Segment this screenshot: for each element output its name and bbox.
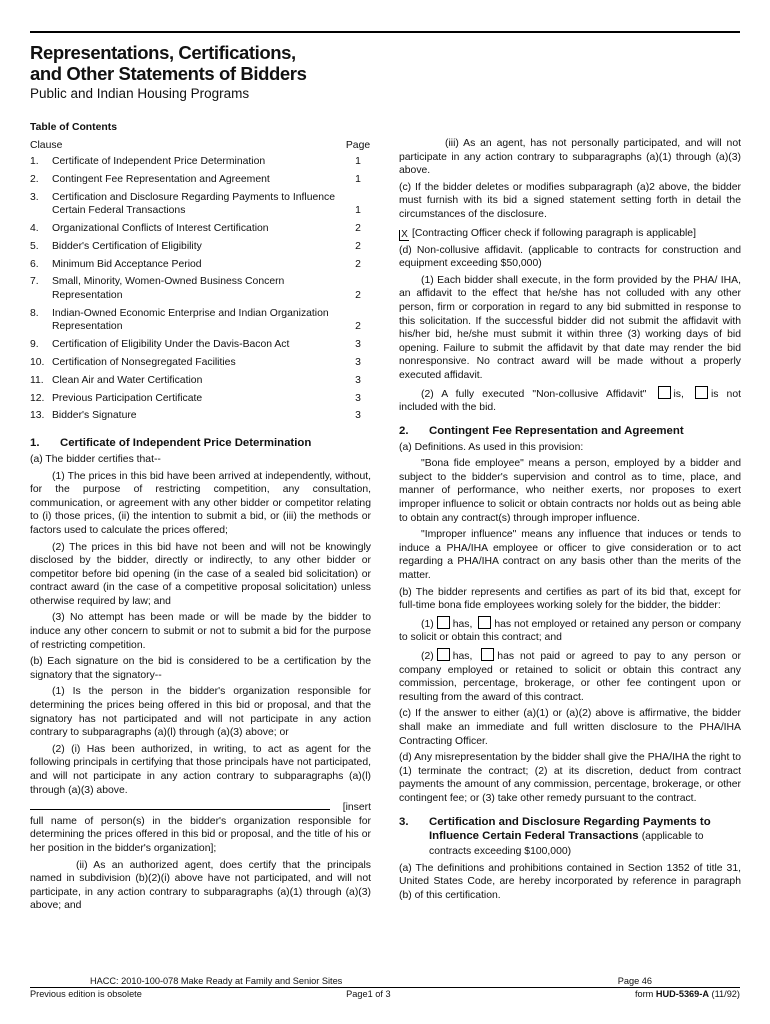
fee-1-has-not-checkbox[interactable] bbox=[478, 616, 491, 629]
check-label: [Contracting Officer check if following paragraph is applicable] bbox=[412, 227, 696, 239]
toc-item-num: 5. bbox=[30, 240, 39, 252]
section-2-heading bbox=[399, 424, 741, 438]
toc-item bbox=[30, 222, 371, 236]
right-column bbox=[399, 137, 741, 902]
toc-item-num: 2. bbox=[30, 173, 39, 185]
toc-list bbox=[30, 155, 371, 423]
affidavit-line bbox=[399, 386, 741, 415]
footer-project-row bbox=[30, 976, 740, 987]
toc-item-num: 13. bbox=[30, 410, 45, 422]
section-3-heading bbox=[399, 815, 741, 859]
document-title bbox=[30, 42, 510, 84]
paragraph: (2) (i) Has been authorized, in writing, to act as agent for the following principals in certifying that those principals have not participated, and will not participate in any action contrary to subparagraphs (a)(l) through (a)(3) above. bbox=[30, 743, 371, 796]
paragraph: (a) The bidder certifies that-- bbox=[30, 453, 161, 465]
paragraph: (ii) As an authorized agent, does certify that the principals named in subdivision (b)(2)(i) above have not participated, and will not participate, in any action contrary to subparagraphs (a)(1) through (a)(3) above; and bbox=[30, 859, 371, 912]
affidavit-text: (2) A fully executed "Non-collusive Affidavit" bbox=[421, 388, 647, 400]
toc-item-page: 3 bbox=[355, 392, 361, 404]
paragraph: (1) The prices in this bid have been arrived at independently, without, for the purpose of restricting competition, any consultation, communication, or agreement with any other bidder or competitor relating to (i) those prices, (ii) the intention to submit a bid, or (iii) the methods or factors used to calculate the prices offered; bbox=[30, 470, 371, 536]
toc-item-text: Bidder's Certification of Eligibility bbox=[52, 240, 202, 252]
toc-item-text: Bidder's Signature bbox=[52, 410, 137, 422]
paragraph: (c) If the bidder deletes or modifies subparagraph (a)2 above, the bidder must furnish with its bid a signed statement setting forth in detail the circumstances of the disclosure. bbox=[399, 181, 741, 220]
applicable-checkbox[interactable]: X bbox=[399, 230, 409, 241]
toc-item-text: Certification of Nonsegregated Facilities bbox=[52, 357, 236, 368]
fee-line-1 bbox=[399, 616, 741, 645]
toc-header bbox=[30, 139, 371, 153]
paragraph: (b) The bidder represents and certifies as part of its bid that, except for full-time bona fide employees working solely for the bidder, the bidder: bbox=[399, 586, 741, 612]
footer-form-date: (11/92) bbox=[711, 989, 740, 999]
fee-line-2 bbox=[399, 648, 741, 704]
toc-item bbox=[30, 392, 371, 406]
toc-item-num: 8. bbox=[30, 307, 39, 319]
section-title: Contingent Fee Representation and Agreement bbox=[429, 424, 684, 437]
footer-page-of: Page1 of 3 bbox=[346, 989, 391, 999]
toc-item-text: Certification of Eligibility Under the Davis-Bacon Act bbox=[52, 339, 290, 351]
section-number: 3. bbox=[399, 815, 409, 828]
document-header bbox=[30, 42, 510, 102]
paragraph: (1) Each bidder shall execute, in the form provided by the PHA/ IHA, an affidavit to the effect that he/she has not colluded with any other person, firm or corporation in regard to any bid submitted in response to this solicitation. If the successful bidder did not submit the affidavit with his/her bid, he/she must submit it within three (3) working days of bid opening. Failure to submit the affidavit by that date may render the bid nonresponsive. No contract award will be made without a properly executed affidavit. bbox=[399, 274, 741, 381]
paragraph: (d) Non-collusive affidavit. (applicable to contracts for construction and equipment exceeding $50,000) bbox=[399, 244, 741, 270]
toc-item-num: 6. bbox=[30, 258, 39, 270]
toc-item bbox=[30, 338, 371, 352]
toc-item-page: 1 bbox=[355, 173, 361, 185]
toc-item bbox=[30, 191, 371, 218]
toc-item-num: 9. bbox=[30, 339, 39, 351]
toc-col-clause: Clause bbox=[30, 139, 63, 151]
toc-item-num: 11. bbox=[30, 374, 44, 386]
toc-item bbox=[30, 409, 371, 423]
toc-item bbox=[30, 155, 371, 169]
footer-form bbox=[635, 989, 740, 1000]
toc-item-page: 2 bbox=[355, 290, 361, 302]
footer-obsolete: Previous edition is obsolete bbox=[30, 989, 142, 999]
toc-item-num: 12. bbox=[30, 392, 45, 404]
toc-item-page: 3 bbox=[355, 339, 361, 351]
insert-name-blank[interactable] bbox=[30, 800, 330, 810]
title-line-1: Representations, Certifications, bbox=[30, 42, 296, 63]
toc-col-page: Page bbox=[345, 139, 371, 151]
fee-2-has-checkbox[interactable] bbox=[437, 648, 450, 661]
affidavit-is-checkbox[interactable] bbox=[658, 386, 671, 399]
toc-item-page: 2 bbox=[355, 258, 361, 270]
toc-item-page: 2 bbox=[355, 223, 361, 235]
paragraph: (d) Any misrepresentation by the bidder shall give the PHA/IHA the right to (1) terminate the contract; (2) at its discretion, deduct from contract payments the amount of any commission, percentage, brokerage, or other contingent fee; or (3) take other remedy pursuant to the contract. bbox=[399, 752, 741, 804]
toc-item-page: 1 bbox=[355, 205, 361, 217]
fee-1-has-label: has, bbox=[452, 618, 473, 630]
toc-item-page: 3 bbox=[355, 357, 361, 368]
toc-item-text: Minimum Bid Acceptance Period bbox=[52, 258, 202, 270]
toc-item-text: Indian-Owned Economic Enterprise and Indian Organization Representation bbox=[52, 307, 329, 333]
fee-2-num: (2) bbox=[421, 651, 434, 662]
toc-item-page: 2 bbox=[355, 240, 361, 252]
fee-1-num: (1) bbox=[421, 618, 434, 630]
toc-item-num: 3. bbox=[30, 191, 39, 203]
footer-form-row bbox=[30, 987, 740, 1000]
toc-item-page: 3 bbox=[355, 374, 361, 386]
contracting-officer-check bbox=[399, 227, 741, 241]
section-title-wrap bbox=[429, 815, 741, 859]
toc-item-text: Contingent Fee Representation and Agreement bbox=[52, 173, 270, 185]
page-footer bbox=[30, 976, 740, 1000]
paragraph: (c) If the answer to either (a)(1) or (a)(2) above is affirmative, the bidder shall make an immediate and full written disclosure to the PHA/IHA Contracting Officer. bbox=[399, 708, 741, 747]
toc-item bbox=[30, 275, 371, 302]
title-line-2: and Other Statements of Bidders bbox=[30, 63, 307, 84]
toc-item bbox=[30, 173, 371, 187]
toc-item bbox=[30, 240, 371, 254]
paragraph: (a) Definitions. As used in this provision: bbox=[399, 441, 584, 453]
section-number: 1. bbox=[30, 436, 40, 449]
toc-item bbox=[30, 356, 371, 370]
fee-1-text: has not employed or retained any person or company to solicit or obtain this contract; and bbox=[399, 618, 741, 644]
left-column bbox=[30, 121, 371, 913]
fee-1-has-checkbox[interactable] bbox=[437, 616, 450, 629]
footer-page-ref: Page 46 bbox=[617, 976, 652, 986]
paragraph: (2) The prices in this bid have not been and will not be knowingly disclosed by the bidder, directly or indirectly, to any other bidder or competitor before bid opening (in the case of a sealed bid solicitation) or contract award (in the case of a competitive proposal solicitation) unless otherwise required by law; and bbox=[30, 541, 371, 607]
paragraph: "Improper influence" means any influence that induces or tends to induce a PHA/IHA employee or officer to give consideration or to act regarding a PHA/IHA contract on any basis other than the merits of the matter. bbox=[399, 529, 741, 582]
toc-item-text: Small, Minority, Women-Owned Business Concern Representation bbox=[52, 276, 285, 302]
footer-project: HACC: 2010-100-078 Make Ready at Family and Senior Sites bbox=[90, 976, 343, 986]
paragraph: (b) Each signature on the bid is considered to be a certification by the signatory that the signatory-- bbox=[30, 656, 371, 681]
footer-form-id: HUD-5369-A bbox=[655, 989, 709, 999]
top-rule bbox=[30, 31, 740, 33]
paragraph: (1) Is the person in the bidder's organization responsible for determining the prices being offered in this bid or proposal, and that the signatory has not participated and will not participate in any action contrary to subparagraphs (a)(l) through (a)(3) above; or bbox=[30, 686, 371, 739]
fee-2-has-not-checkbox[interactable] bbox=[481, 648, 494, 661]
section-number: 2. bbox=[399, 424, 409, 437]
toc-item bbox=[30, 258, 371, 272]
affidavit-post: included with the bid. bbox=[399, 402, 497, 414]
toc-item-num: 4. bbox=[30, 223, 39, 235]
section-note: (applicable to contracts exceeding $100,000) bbox=[429, 830, 704, 857]
toc-item bbox=[30, 307, 371, 334]
toc-item-num: 7. bbox=[30, 276, 39, 288]
toc-item-page: 3 bbox=[355, 410, 361, 422]
toc-item-text: Organizational Conflicts of Interest Certification bbox=[52, 223, 269, 235]
paragraph: (3) No attempt has been made or will be made by the bidder to induce any other concern to submit or not to submit a bid for the purpose of restricting competition. bbox=[30, 612, 371, 651]
toc-title: Table of Contents bbox=[30, 122, 117, 133]
toc-item-num: 1. bbox=[30, 156, 39, 168]
toc-item-text: Clean Air and Water Certification bbox=[52, 374, 203, 386]
section-title: Certification and Disclosure Regarding Payments to Influence Certain Federal Transactions bbox=[429, 815, 711, 842]
toc-item-num: 10. bbox=[30, 357, 45, 368]
paragraph: "Bona fide employee" means a person, employed by a bidder and subject to the bidder's supervision and control as to time, place, and manner of performance, who neither exerts, nor proposes to exert improper influence to solicit or obtain contracts nor holds out as being able to obtain any contract(s) through improper influence. bbox=[399, 458, 741, 524]
insert-paragraph bbox=[30, 800, 371, 855]
affidavit-is-label: is, bbox=[673, 388, 684, 400]
toc-item-page: 1 bbox=[355, 156, 361, 168]
footer-form-prefix: form bbox=[634, 989, 654, 999]
toc-item-text: Previous Participation Certificate bbox=[52, 392, 203, 404]
section-title: Certificate of Independent Price Determination bbox=[60, 436, 312, 449]
paragraph: (a) The definitions and prohibitions contained in Section 1352 of title 31, United States Code, are hereby incorporated by reference in paragraph (b) of this certification. bbox=[399, 862, 741, 901]
affidavit-is-not-label: is not bbox=[710, 388, 742, 400]
fee-2-text: has not paid or agreed to pay to any person or company employed or retained to solicit or obtain this contract any commission, percentage, brokerage, or other fee contingent upon or resulting from the award of this contract. bbox=[399, 651, 742, 703]
toc-item-text: Certificate of Independent Price Determination bbox=[52, 156, 266, 168]
paragraph: (iii) As an agent, has not personally participated, and will not participate in any action contrary to subparagraphs (a)(1) through (a)(3) above. bbox=[399, 138, 741, 177]
fee-2-has-label: has, bbox=[452, 651, 473, 662]
toc-item bbox=[30, 374, 371, 388]
toc-item-page: 2 bbox=[355, 321, 361, 333]
section-1-heading bbox=[30, 436, 371, 450]
document-subtitle: Public and Indian Housing Programs bbox=[30, 86, 250, 101]
affidavit-is-not-checkbox[interactable] bbox=[695, 386, 708, 399]
insert-text: [insert full name of person(s) in the bidder's organization responsible for determining the prices offered in this bid or proposal, and the title of his or her position in the bidder's organization]; bbox=[30, 802, 371, 854]
toc-item-text: Certification and Disclosure Regarding Payments to Influence Certain Federal Transactions bbox=[52, 191, 336, 217]
